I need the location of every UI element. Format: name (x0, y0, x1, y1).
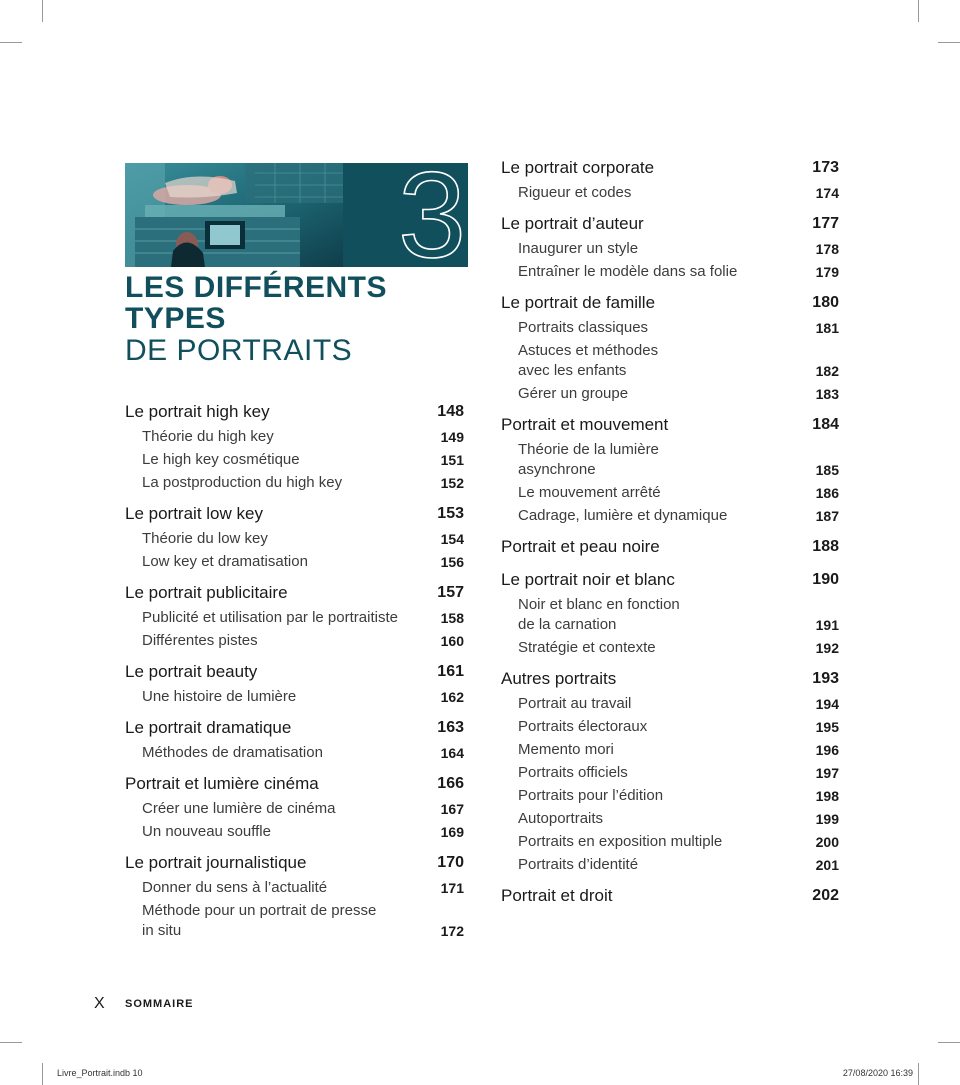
toc-section-page: 166 (437, 775, 464, 792)
toc-subentry-title (518, 183, 808, 203)
toc-subentry-page: 198 (815, 788, 839, 804)
toc-subentry-line: Donner du sens à l’actualité (142, 879, 328, 896)
toc-section (501, 290, 839, 315)
toc-subentry-page: 195 (815, 719, 839, 735)
toc-subentry (501, 855, 839, 875)
toc-section-page: 184 (812, 416, 839, 433)
toc-subentry-line: Un nouveau souffle (142, 823, 271, 840)
toc-section (501, 155, 839, 180)
toc-subentry-title (518, 740, 808, 760)
toc-section-page: 177 (812, 215, 839, 232)
toc-subentry-line: Théorie du high key (142, 428, 274, 445)
toc-subentry (501, 763, 839, 783)
toc-subentry (125, 427, 464, 447)
toc-section-title: Le portrait dramatique (125, 718, 292, 737)
toc-section (125, 715, 464, 740)
slug-right: 27/08/2020 16:39 (842, 1068, 913, 1078)
toc-subentry (501, 595, 839, 635)
toc-subentry (125, 901, 464, 941)
toc-subentry-line: Gérer un groupe (518, 385, 629, 402)
toc-section (125, 771, 464, 796)
toc-subentry (501, 638, 839, 658)
toc-subentry-page: 154 (440, 531, 464, 547)
toc-subentry (501, 809, 839, 829)
toc-subentry (125, 608, 464, 628)
toc-subentry (501, 318, 839, 338)
toc-subentry-line: Le mouvement arrêté (518, 484, 661, 501)
toc-subentry-line: Portraits électoraux (518, 718, 648, 735)
toc-subentry (501, 262, 839, 282)
toc-section (125, 399, 464, 424)
toc-subentry-title (518, 318, 808, 338)
toc-section-page: 190 (812, 571, 839, 588)
toc-section-title: Le portrait de famille (501, 293, 656, 312)
toc-section-page: 153 (437, 505, 464, 522)
toc-subentry (125, 743, 464, 763)
toc-subentry-line: Rigueur et codes (518, 184, 632, 201)
toc-subentry-title (142, 427, 433, 447)
toc-subentry-title (518, 717, 808, 737)
toc-subentry-line: Cadrage, lumière et dynamique (518, 507, 728, 524)
toc-section-page: 193 (812, 670, 839, 687)
toc-subentry-page: 179 (815, 264, 839, 280)
toc-subentry-line: in situ (142, 922, 182, 939)
toc-subentry-title (518, 694, 808, 714)
toc-section-title: Le portrait corporate (501, 158, 655, 177)
toc-section-page: 163 (437, 719, 464, 736)
toc-subentry-page: 194 (815, 696, 839, 712)
toc-subentry-title (142, 687, 433, 707)
toc-section-page: 188 (812, 538, 839, 555)
toc-subentry-line: Le high key cosmétique (142, 451, 300, 468)
toc-subentry (501, 506, 839, 526)
toc-subentry-title (142, 878, 433, 898)
toc-subentry (125, 631, 464, 651)
toc-subentry-page: 160 (440, 633, 464, 649)
toc-subentry-title (142, 473, 433, 493)
toc-subentry-line: Méthode pour un portrait de presse (142, 902, 377, 919)
toc-subentry-title (518, 239, 808, 259)
toc-section-title: Autres portraits (501, 669, 617, 688)
toc-section-page: 161 (437, 663, 464, 680)
page-folio: X (94, 995, 105, 1012)
toc-subentry (125, 529, 464, 549)
toc-subentry (125, 552, 464, 572)
toc-subentry-page: 172 (440, 923, 464, 939)
chapter-number: 3 (398, 163, 466, 267)
toc-subentry-page: 167 (440, 801, 464, 817)
toc-subentry-title (518, 440, 808, 480)
toc-subentry (501, 832, 839, 852)
toc-section (501, 666, 839, 691)
toc-section (501, 567, 839, 592)
toc-subentry-page: 174 (815, 185, 839, 201)
toc-section-title: Le portrait noir et blanc (501, 570, 675, 589)
toc-subentry-line: Low key et dramatisation (142, 553, 308, 570)
toc-section (125, 501, 464, 526)
toc-section (125, 850, 464, 875)
toc-subentry-line: Publicité et utilisation par le portraitiste (142, 609, 398, 626)
toc-subentry (501, 740, 839, 760)
toc-left-column (125, 399, 464, 941)
toc-subentry (501, 341, 839, 381)
toc-subentry-page: 162 (440, 689, 464, 705)
toc-subentry-line: avec les enfants (518, 362, 627, 379)
toc-subentry (501, 440, 839, 480)
toc-subentry-line: Inaugurer un style (518, 240, 639, 257)
toc-subentry-line: Astuces et méthodes (518, 342, 659, 359)
toc-section (125, 659, 464, 684)
toc-subentry-page: 196 (815, 742, 839, 758)
slug-left: Livre_Portrait.indb 10 (57, 1068, 143, 1078)
toc-section-title: Portrait et mouvement (501, 415, 669, 434)
toc-subentry-line: Memento mori (518, 741, 614, 758)
toc-subentry-title (518, 384, 808, 404)
toc-section (501, 211, 839, 236)
toc-subentry-line: Stratégie et contexte (518, 639, 656, 656)
toc-subentry-line: Différentes pistes (142, 632, 258, 649)
toc-subentry-page: 152 (440, 475, 464, 491)
toc-subentry (501, 786, 839, 806)
toc-subentry-page: 169 (440, 824, 464, 840)
toc-section-page: 180 (812, 294, 839, 311)
toc-section-title: Portrait et peau noire (501, 537, 660, 556)
toc-subentry-title (142, 529, 433, 549)
crop-mark (938, 42, 960, 43)
toc-subentry (125, 799, 464, 819)
toc-subentry-title (518, 262, 808, 282)
toc-subentry-title (518, 763, 808, 783)
chapter-title-line: LES DIFFÉRENTS (125, 271, 388, 304)
toc-subentry-title (518, 855, 808, 875)
toc-subentry (501, 239, 839, 259)
toc-subentry-line: de la carnation (518, 616, 617, 633)
toc-subentry-line: Portraits d’identité (518, 856, 639, 873)
toc-subentry-title (518, 786, 808, 806)
toc-subentry-line: Créer une lumière de cinéma (142, 800, 336, 817)
toc-subentry-title (518, 506, 808, 526)
toc-subentry-title (518, 483, 808, 503)
toc-subentry (125, 450, 464, 470)
toc-right-column (501, 155, 839, 908)
toc-section (501, 534, 839, 559)
toc-subentry-line: asynchrone (518, 461, 596, 478)
toc-section-page: 148 (437, 403, 464, 420)
toc-subentry (125, 687, 464, 707)
toc-subentry-line: La postproduction du high key (142, 474, 343, 491)
toc-subentry-line: Théorie du low key (142, 530, 268, 547)
toc-section-title: Le portrait high key (125, 402, 270, 421)
crop-mark (938, 1042, 960, 1043)
toc-subentry-page: 151 (440, 452, 464, 468)
toc-subentry (501, 183, 839, 203)
crop-mark (42, 0, 43, 22)
toc-subentry-page: 199 (815, 811, 839, 827)
chapter-photo (125, 163, 343, 267)
chapter-title (125, 272, 465, 367)
toc-subentry-page: 156 (440, 554, 464, 570)
toc-subentry-line: Portraits officiels (518, 764, 628, 781)
toc-subentry-line: Portraits pour l’édition (518, 787, 664, 804)
toc-subentry-page: 201 (815, 857, 839, 873)
toc-subentry-line: Noir et blanc en fonction (518, 596, 680, 613)
running-head: SOMMAIRE (125, 998, 194, 1010)
toc-subentry-title (142, 552, 433, 572)
chapter-title-line: TYPES (125, 302, 226, 335)
toc-section-page: 173 (812, 159, 839, 176)
toc-subentry-title (142, 799, 433, 819)
crop-mark (918, 0, 919, 22)
toc-subentry-title (142, 608, 433, 628)
toc-section (501, 412, 839, 437)
toc-subentry-page: 197 (815, 765, 839, 781)
toc-section-page: 170 (437, 854, 464, 871)
toc-section-page: 157 (437, 584, 464, 601)
toc-subentry-page: 178 (815, 241, 839, 257)
toc-subentry-page: 192 (815, 640, 839, 656)
crop-mark (0, 42, 22, 43)
toc-subentry-page: 158 (440, 610, 464, 626)
toc-section-title: Portrait et droit (501, 886, 613, 905)
toc-subentry (501, 694, 839, 714)
toc-subentry-line: Théorie de la lumière (518, 441, 659, 458)
toc-subentry (125, 473, 464, 493)
chapter-banner (125, 163, 468, 267)
toc-subentry-title (142, 901, 433, 941)
toc-subentry-title (142, 631, 433, 651)
crop-mark (42, 1063, 43, 1085)
toc-subentry-title (142, 822, 433, 842)
toc-subentry-page: 186 (815, 485, 839, 501)
toc-subentry-page: 187 (815, 508, 839, 524)
toc-section-title: Portrait et lumière cinéma (125, 774, 319, 793)
toc-subentry-title (142, 450, 433, 470)
crop-mark (0, 1042, 22, 1043)
toc-subentry (501, 717, 839, 737)
toc-subentry-line: Méthodes de dramatisation (142, 744, 323, 761)
toc-section-title: Le portrait publicitaire (125, 583, 288, 602)
toc-subentry-page: 183 (815, 386, 839, 402)
toc-subentry-line: Portraits classiques (518, 319, 649, 336)
toc-subentry-line: Portrait au travail (518, 695, 632, 712)
toc-subentry (125, 822, 464, 842)
toc-subentry-line: Entraîner le modèle dans sa folie (518, 263, 738, 280)
toc-subentry-line: Autoportraits (518, 810, 604, 827)
toc-section-title: Le portrait low key (125, 504, 263, 523)
toc-subentry-page: 185 (815, 462, 839, 478)
toc-subentry (125, 878, 464, 898)
toc-section-title: Le portrait journalistique (125, 853, 307, 872)
toc-subentry-page: 171 (440, 880, 464, 896)
toc-subentry-page: 182 (815, 363, 839, 379)
toc-subentry-title (518, 832, 808, 852)
toc-subentry-page: 191 (815, 617, 839, 633)
toc-subentry-page: 164 (440, 745, 464, 761)
toc-subentry-page: 149 (440, 429, 464, 445)
toc-subentry-title (518, 341, 808, 381)
crop-mark (918, 1063, 919, 1085)
toc-subentry-title (518, 638, 808, 658)
toc-subentry-line: Une histoire de lumière (142, 688, 297, 705)
toc-subentry-title (142, 743, 433, 763)
toc-subentry-page: 181 (815, 320, 839, 336)
toc-subentry (501, 483, 839, 503)
toc-section (501, 883, 839, 908)
toc-subentry-line: Portraits en exposition multiple (518, 833, 723, 850)
toc-section (125, 580, 464, 605)
toc-section-title: Le portrait d’auteur (501, 214, 644, 233)
toc-subentry-title (518, 809, 808, 829)
toc-section-title: Le portrait beauty (125, 662, 258, 681)
toc-section-page: 202 (812, 887, 839, 904)
chapter-subtitle-line: DE PORTRAITS (125, 334, 353, 367)
toc-subentry-page: 200 (815, 834, 839, 850)
toc-subentry-title (518, 595, 808, 635)
toc-subentry (501, 384, 839, 404)
